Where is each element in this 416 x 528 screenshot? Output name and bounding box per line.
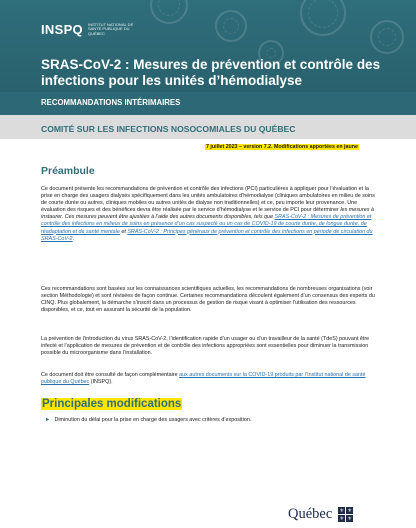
date-version-note: 7 juillet 2023 – version 7.2. Modifications apportées en jaune — [206, 144, 358, 150]
preamble-paragraph-2: Ces recommandations sont basées sur les connaissances scientifiques actuelles, les recommandations de nombreuses organisations (voir section Méthodologie) et sont révisées de façon continue. Certaines recommandations découlent également d’un consensus des experts du CINQ. Plus globalement, la démarche s’inscrit dans un processus de gestion de risque visant à optimiser l’utilisation des ressources disponibles, et ce, tout en assurant la sécurité de la population. — [41, 286, 375, 314]
paragraph-conjunction: et — [119, 228, 128, 235]
virus-illustration — [300, 0, 346, 36]
quebec-logo — [288, 506, 353, 523]
link-autres-documents[interactable]: aux autres documents sur la COVID-19 produits par l’Institut national de santé publique du Québec — [41, 372, 366, 386]
preamble-paragraph-4 — [41, 372, 377, 386]
virus-illustration — [150, 0, 188, 24]
virus-illustration — [215, 10, 247, 42]
list-item — [45, 417, 251, 423]
virus-illustration — [370, 20, 404, 54]
quebec-wordmark: Québec — [288, 506, 333, 522]
link-principes-generaux[interactable]: SRAS-CoV-2 : Principes généraux de prévention et contrôle des infections en période de circulation du SRAS-CoV-2 — [41, 228, 373, 242]
logo-subtitle: INSTITUT NATIONAL DE SANTÉ PUBLIQUE DU QUÉBEC — [87, 21, 134, 36]
committee-name: COMITÉ SUR LES INFECTIONS NOSOCOMIALES DU QUÉBEC — [41, 124, 296, 134]
paragraph-text: Ce document présente les recommandations de prévention et contrôle des infections (PCI) particulières à appliquer pour l’évaluation et la prise en charge des usagers dialysés spécifiquement dans les unités ambulatoires d’hémodialyse (cliniques ambulatoires en milieu de soins de courte durée ou autres, cliniques mobiles ou autres unités de dialyse non traditionnelles) et ce, peu importe leur provenance. Une évaluation des risques et des bénéfices devra être réalisée par le service d’hémodialyse et le service de PCI pour déterminer — [41, 186, 375, 214]
paragraph-end: . — [72, 235, 75, 242]
fleur-de-lis-icon: ⚜ — [339, 507, 345, 514]
paragraph-end: (INSPQ). — [89, 379, 113, 386]
fleur-de-lis-icon: ⚜ — [339, 515, 345, 522]
preamble-paragraph-3: La prévention de l’introduction du virus SRAS-CoV-2, l’identification rapide d’un usager ou d’un travailleur de la santé (TdeS) pouvant être infecté et l’application de mesures de prévention et de contrôle des infections appropriées sont essentielles pour diminuer la transmission possible du microorganisme dans l’installation. — [41, 336, 370, 357]
paragraph-emphasis: les mesures à instaurer. Ces mesures peuvent être ajustées à l’aide des autres documents disponibles, tels que — [41, 207, 374, 221]
preamble-paragraph-1 — [41, 186, 377, 243]
preamble-heading: Préambule — [41, 165, 95, 177]
logo-wordmark: INSPQ — [41, 22, 83, 37]
changes-heading: Principales modifications — [42, 398, 182, 410]
triangle-bullet-icon: ► — [45, 417, 51, 423]
inspq-logo[interactable] — [41, 22, 146, 37]
paragraph-text: Ce document doit être consulté de façon complémentaire — [41, 372, 180, 378]
recommendations-label: RECOMMANDATIONS INTÉRIMAIRES — [41, 98, 181, 107]
list-item-text: Diminution du délai pour la prise en charge des usagers avec critères d’exposition. — [54, 417, 252, 423]
fleur-de-lis-flag-icon — [338, 507, 353, 522]
document-title: SRAS-CoV-2 : Mesures de prévention et contrôle des infections pour les unités d’hémodialyse — [41, 57, 381, 88]
fleur-de-lis-icon: ⚜ — [347, 507, 353, 514]
fleur-de-lis-icon: ⚜ — [347, 515, 353, 522]
link-pci-milieux-soins[interactable]: SRAS-CoV-2 : Mesures de prévention et contrôle des infections en milieux de soins en présence d’un cas suspecté ou un cas de COVID-19 de courte durée, de longue durée, de réadaptation et de santé mentale — [41, 214, 372, 235]
